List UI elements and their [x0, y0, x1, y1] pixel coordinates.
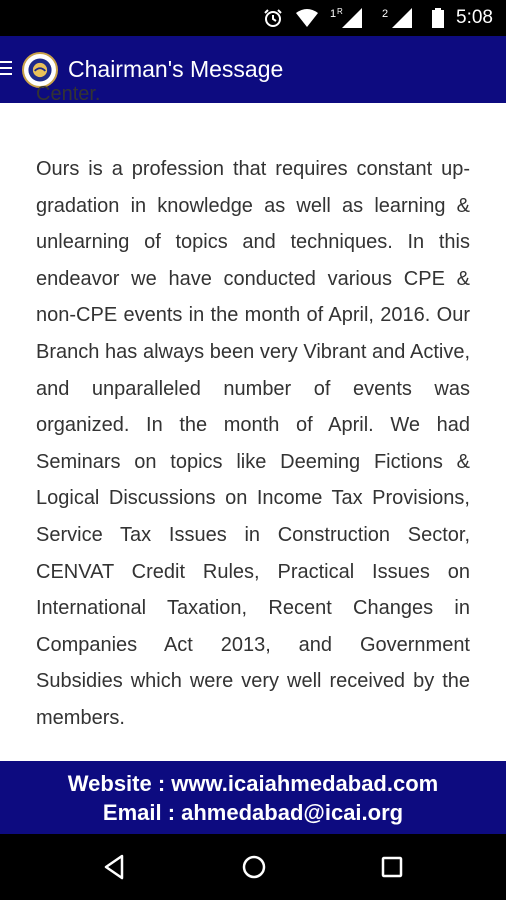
back-icon[interactable]	[84, 834, 144, 900]
clock: 5:08	[456, 7, 493, 28]
sim2-label: 2	[382, 8, 389, 20]
website-link[interactable]: Website : www.icaiahmedabad.com	[67, 771, 439, 796]
roaming-label: R	[337, 7, 343, 16]
partial-line: Center.	[36, 83, 101, 105]
message-paragraph: Ours is a profession that requires constant up-gradation in knowledge as well as learning & unlearning of topics and techniques. In this endeavor we have conducted various CPE & non-CPE events in the month of April, 2016. Our Branch has always been very Vibrant and Active, and unparalleled number of events was organized. In the month of April. We had Seminars on topics like Deeming Fictions & Logical Discussions on Income Tax Provisions, Service Tax Issues in Construction Sector, CENVAT Credit Rules, Practical Issues on International Taxation, Recent Changes in Companies Act 2013, and Government Subsidies which were very well received by the members.	[36, 158, 470, 729]
home-icon[interactable]	[224, 834, 284, 900]
status-bar	[0, 0, 506, 36]
sim2-signal-icon	[382, 0, 416, 36]
menu-icon[interactable]	[0, 61, 14, 79]
email-link[interactable]: Email : ahmedabad@icai.org	[102, 800, 404, 825]
page-title: Chairman's Message	[68, 56, 284, 82]
message-content[interactable]	[0, 83, 506, 761]
alarm-icon	[262, 0, 284, 36]
navigation-bar	[0, 834, 506, 900]
wifi-icon	[295, 0, 319, 36]
contact-footer	[0, 761, 506, 834]
battery-icon	[432, 0, 444, 36]
sim1-label: 1	[330, 8, 337, 20]
sim1-signal-icon	[330, 0, 364, 36]
recent-apps-icon[interactable]	[362, 834, 422, 900]
